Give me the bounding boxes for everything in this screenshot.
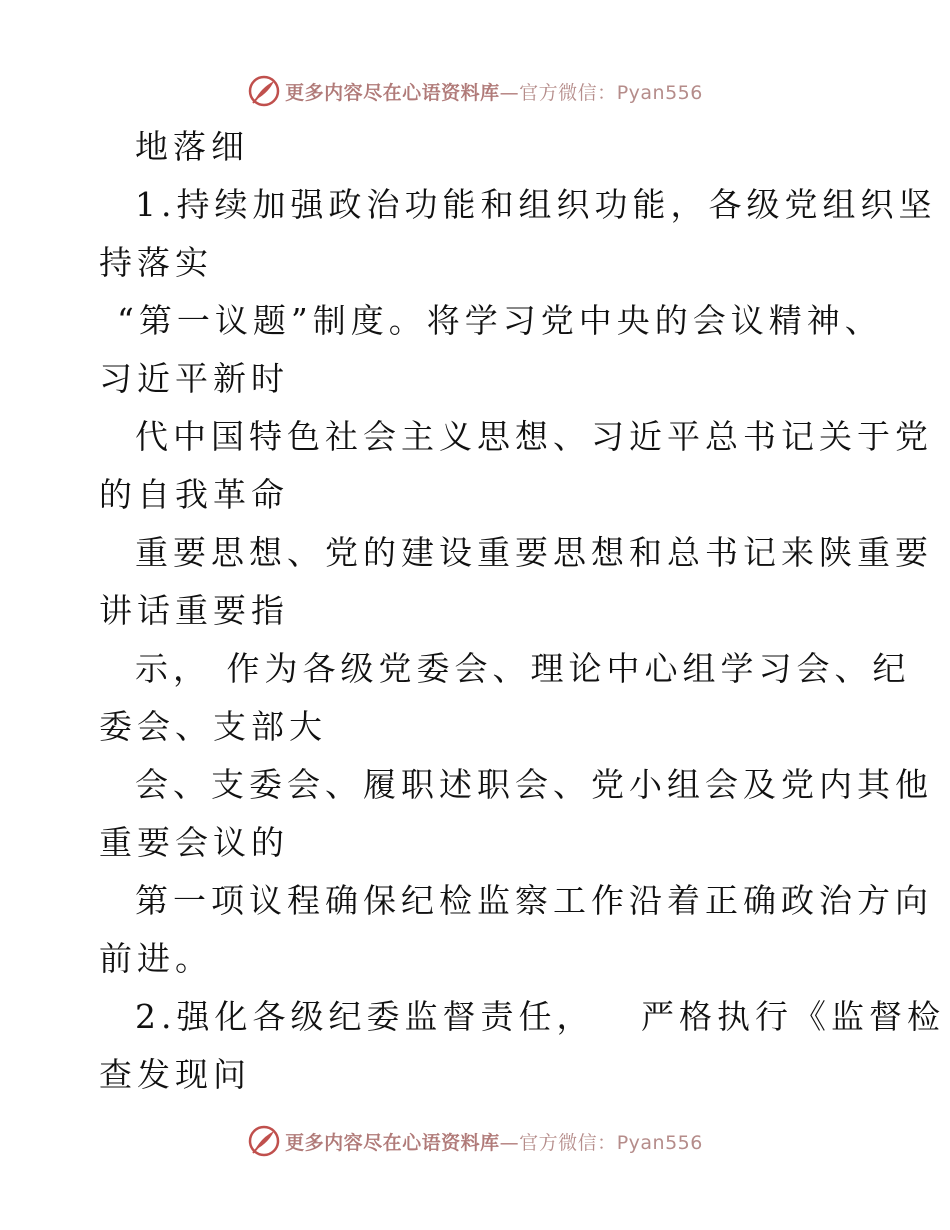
banner-wechat-label: 官方微信：: [519, 1131, 617, 1154]
body-line: 1.持续加强政治功能和组织功能，各级党组织坚: [135, 185, 937, 224]
banner-wechat-label: 官方微信：: [519, 81, 617, 104]
body-line: 重要会议的: [99, 823, 289, 862]
body-line: 第一项议程确保纪检监察工作沿着正确政治方向: [135, 881, 933, 920]
header-banner: [0, 71, 950, 111]
banner-dash: —: [499, 1131, 520, 1154]
banner-dash: —: [499, 81, 520, 104]
body-line: 委会、支部大: [99, 707, 327, 746]
body-line: 重要思想、党的建设重要思想和总书记来陕重要: [135, 533, 933, 572]
body-line: 前进。: [99, 939, 213, 978]
banner-site-text: 更多内容尽在心语资料库: [285, 1131, 500, 1154]
body-line: 习近平新时: [99, 359, 289, 398]
quill-logo-icon: [247, 1124, 281, 1158]
banner-site-text: 更多内容尽在心语资料库: [285, 81, 500, 104]
body-line: “第一议题”制度。将学习党中央的会议精神、: [117, 301, 883, 340]
body-line: 地落细: [135, 127, 249, 166]
body-line: 示， 作为各级党委会、理论中心组学习会、纪: [135, 649, 911, 688]
body-line: 讲话重要指: [99, 591, 289, 630]
body-line: 会、支委会、履职述职会、党小组会及党内其他: [135, 765, 933, 804]
quill-logo-icon: [247, 74, 281, 108]
body-line: 持落实: [99, 243, 213, 282]
footer-banner: [0, 1121, 950, 1161]
banner-text: [285, 78, 703, 105]
banner-wechat-id: Pyan556: [616, 1131, 703, 1154]
body-line: 2.强化各级纪委监督责任， 严格执行《监督检: [135, 997, 945, 1036]
banner-text: [285, 1128, 703, 1155]
body-line: 代中国特色社会主义思想、习近平总书记关于党: [135, 417, 933, 456]
body-line: 查发现问: [99, 1055, 251, 1094]
body-line: 的自我革命: [99, 475, 289, 514]
banner-wechat-id: Pyan556: [616, 81, 703, 104]
